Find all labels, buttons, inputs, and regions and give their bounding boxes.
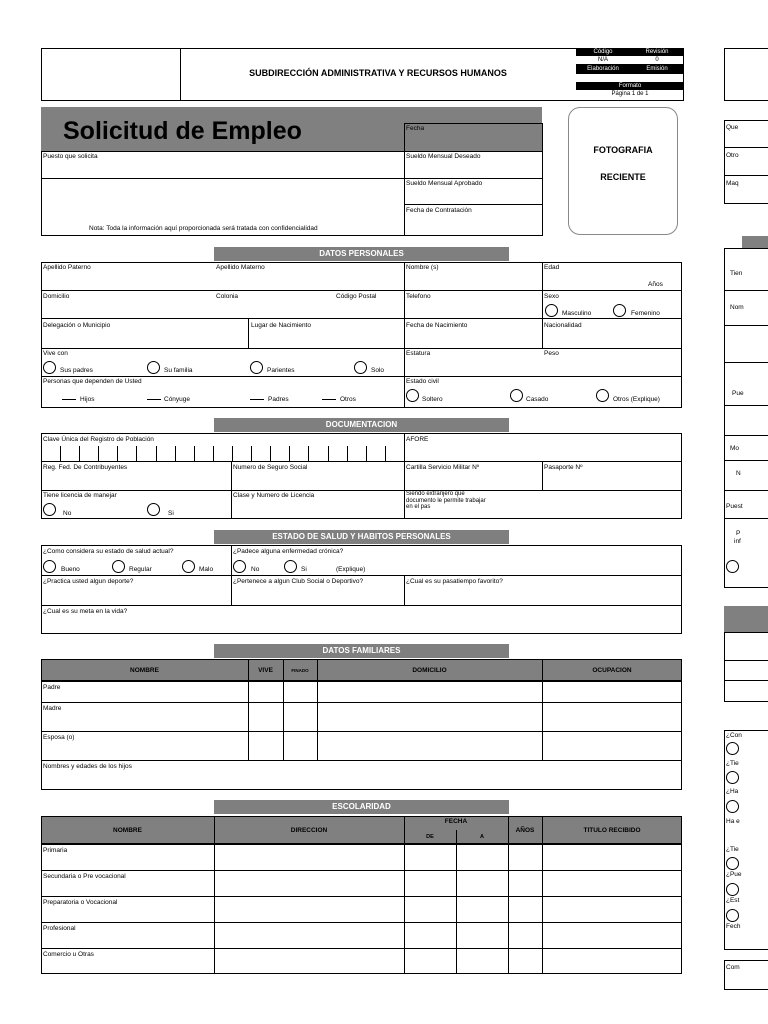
org-title: SUBDIRECCIÓN ADMINISTRATIVA Y RECURSOS HUMANOS	[249, 68, 507, 78]
vive-parientes-radio[interactable]	[250, 361, 263, 374]
next-page-peek: Que Otro Maq Tien Nom Pue Mo N Puest P inf ¿Con ¿Tie ¿Ha Ha e ¿Tie ¿Pue ¿Est Fech Com	[722, 0, 768, 1024]
nota-confidencialidad: Nota: Toda la información aquí proporcionada será tratada con confidencialidad	[89, 225, 318, 232]
section-familiares: DATOS FAMILIARES	[214, 644, 509, 658]
fecha-label: Fecha	[406, 125, 425, 132]
form-title: Solicitud de Empleo	[63, 117, 302, 145]
curp-box-tick	[385, 446, 386, 461]
sexo-masculino-radio[interactable]	[545, 304, 558, 317]
curp-boxes[interactable]	[60, 446, 404, 461]
salud-bueno-radio[interactable]	[43, 560, 56, 573]
civil-soltero-radio[interactable]	[406, 389, 419, 402]
curp-box-tick	[270, 446, 271, 461]
section-datos-personales: DATOS PERSONALES	[214, 247, 509, 261]
curp-box-tick	[251, 446, 252, 461]
civil-otros-radio[interactable]	[596, 389, 609, 402]
vive-sus-padres-radio[interactable]	[43, 361, 56, 374]
curp-box-tick	[60, 446, 61, 461]
curp-box-tick	[366, 446, 367, 461]
curp-box-tick	[347, 446, 348, 461]
section-escolaridad: ESCOLARIDAD	[214, 800, 509, 814]
enfermedad-no-radio[interactable]	[233, 560, 246, 573]
curp-box-tick	[328, 446, 329, 461]
section-documentacion: DOCUMENTACION	[214, 418, 509, 432]
vive-su-familia-radio[interactable]	[147, 361, 160, 374]
code-block: Código Revisión N/A 0 Elaboración Emisión Formato Página 1 de 1	[576, 48, 684, 101]
curp-box-tick	[98, 446, 99, 461]
vive-solo-radio[interactable]	[354, 361, 367, 374]
salud-malo-radio[interactable]	[182, 560, 195, 573]
curp-box-tick	[308, 446, 309, 461]
puesto-label: Puesto que solicita	[43, 153, 98, 160]
curp-box-tick	[289, 446, 290, 461]
curp-box-tick	[136, 446, 137, 461]
curp-box-tick	[194, 446, 195, 461]
photo-box[interactable]	[568, 107, 678, 235]
licencia-no-radio[interactable]	[43, 503, 56, 516]
fecha-contratacion-label: Fecha de Contratación	[406, 207, 472, 214]
curp-box-tick	[79, 446, 80, 461]
salud-regular-radio[interactable]	[112, 560, 125, 573]
curp-box-tick	[232, 446, 233, 461]
section-salud: ESTADO DE SALUD Y HABITOS PERSONALES	[214, 530, 509, 544]
sueldo-deseado-label: Sueldo Mensual Deseado	[406, 153, 481, 160]
sueldo-aprobado-label: Sueldo Mensual Aprobado	[406, 180, 483, 187]
curp-box-tick	[156, 446, 157, 461]
curp-box-tick	[175, 446, 176, 461]
curp-box-tick	[404, 446, 405, 461]
curp-box-tick	[213, 446, 214, 461]
enfermedad-si-radio[interactable]	[284, 560, 297, 573]
curp-box-tick	[117, 446, 118, 461]
civil-casado-radio[interactable]	[510, 389, 523, 402]
sexo-femenino-radio[interactable]	[613, 304, 626, 317]
licencia-si-radio[interactable]	[147, 503, 160, 516]
